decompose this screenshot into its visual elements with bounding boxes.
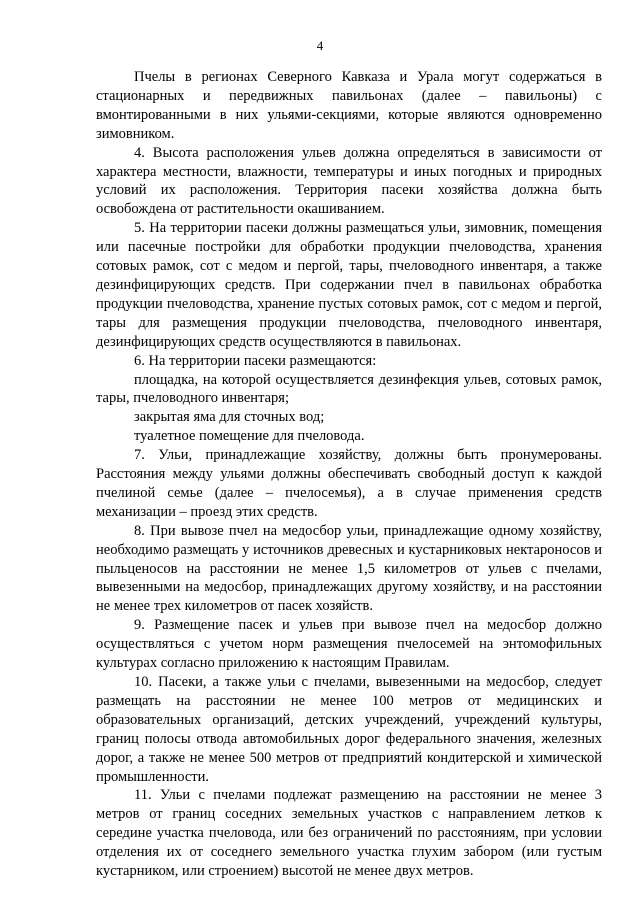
paragraph-7-hive-numbering: 7. Ульи, принадлежащие хозяйству, должны быть пронумерованы. Расстояния между ульями должны обеспечивать свободный доступ к каждой пчелиной семье (далее – пчелосемья), а в случае применения средств механизации – проезд этих средств. (96, 447, 602, 520)
page-number: 4 (316, 38, 324, 53)
paragraph-6-placement-list: 6. На территории пасеки размещаются: (134, 352, 377, 369)
paragraph-pavilions: Пчелы в регионах Северного Кавказа и Урала могут содержаться в стационарных и передвижных павильонах (далее – павильоны) с вмонтированными в них ульями-секциями, которые являются одновременно зимовником. (96, 69, 602, 142)
list-item-disinfection-area: площадка, на которой осуществляется дезинфекция ульев, сотовых рамок, тары, пчеловодного инвентаря; (96, 371, 602, 407)
document-body (96, 68, 602, 881)
paragraph-8-honey-collection: 8. При вывозе пчел на медосбор ульи, принадлежащие одному хозяйству, необходимо размещать у источников древесных и кустарниковых нектароносов и пыльценосов на расстоянии не менее 1,5 километров от ульев с пчелами, вывезенными на медосбор, принадлежащих другому хозяйству, и на расстоянии не менее трех километров от пасек хозяйств. (96, 522, 602, 615)
paragraph-11-neighbor-boundaries: 11. Ульи с пчелами подлежат размещению на расстоянии не менее 3 метров от границ соседних земельных участков с направлением летков к середине участка пчеловода, или без ограничений по расстояниям, при условии отделения их от соседнего земельного участка глухим забором (или густым кустарником, или строением) высотой не менее двух метров. (96, 787, 602, 880)
paragraph-4-hive-height: 4. Высота расположения ульев должна определяться в зависимости от характера местности, влажности, температуры и иных погодных и природных условий их расположения. Территория пасеки хозяйства должна быть освобождена от растительности окашиванием. (96, 144, 602, 218)
list-item-toilet: туалетное помещение для пчеловода. (134, 428, 365, 445)
paragraph-5-apiary-territory: 5. На территории пасеки должны размещаться ульи, зимовник, помещения или пасечные постройки для обработки продукции пчеловодства, хранения сотовых рамок, сот с медом и пергой, тары, пчеловодного инвентаря, а также дезинфицирующих средств. При содержании пчел в павильонах обработка продукции пчеловодства, хранение пустых сотовых рамок, сот с медом и пергой, тары для размещения продукции пчеловодства, пчеловодного инвентаря, дезинфицирующих средств осуществляются в павильонах. (96, 220, 602, 350)
paragraph-10-distances: 10. Пасеки, а также ульи с пчелами, вывезенными на медосбор, следует размещать на расстоянии не менее 100 метров от медицинских и образовательных организаций, детских учреждений, учреждений культуры, границ полосы отвода автомобильных дорог федерального значения, железных дорог, а также не менее 500 метров от предприятий кондитерской и химической промышленности. (96, 674, 602, 785)
paragraph-9-placement-norms: 9. Размещение пасек и ульев при вывозе пчел на медосбор должно осуществляться с учетом норм размещения пчелосемей на энтомофильных культурах согласно приложению к настоящим Правилам. (96, 617, 602, 672)
list-item-sewage-pit: закрытая яма для сточных вод; (134, 409, 325, 426)
